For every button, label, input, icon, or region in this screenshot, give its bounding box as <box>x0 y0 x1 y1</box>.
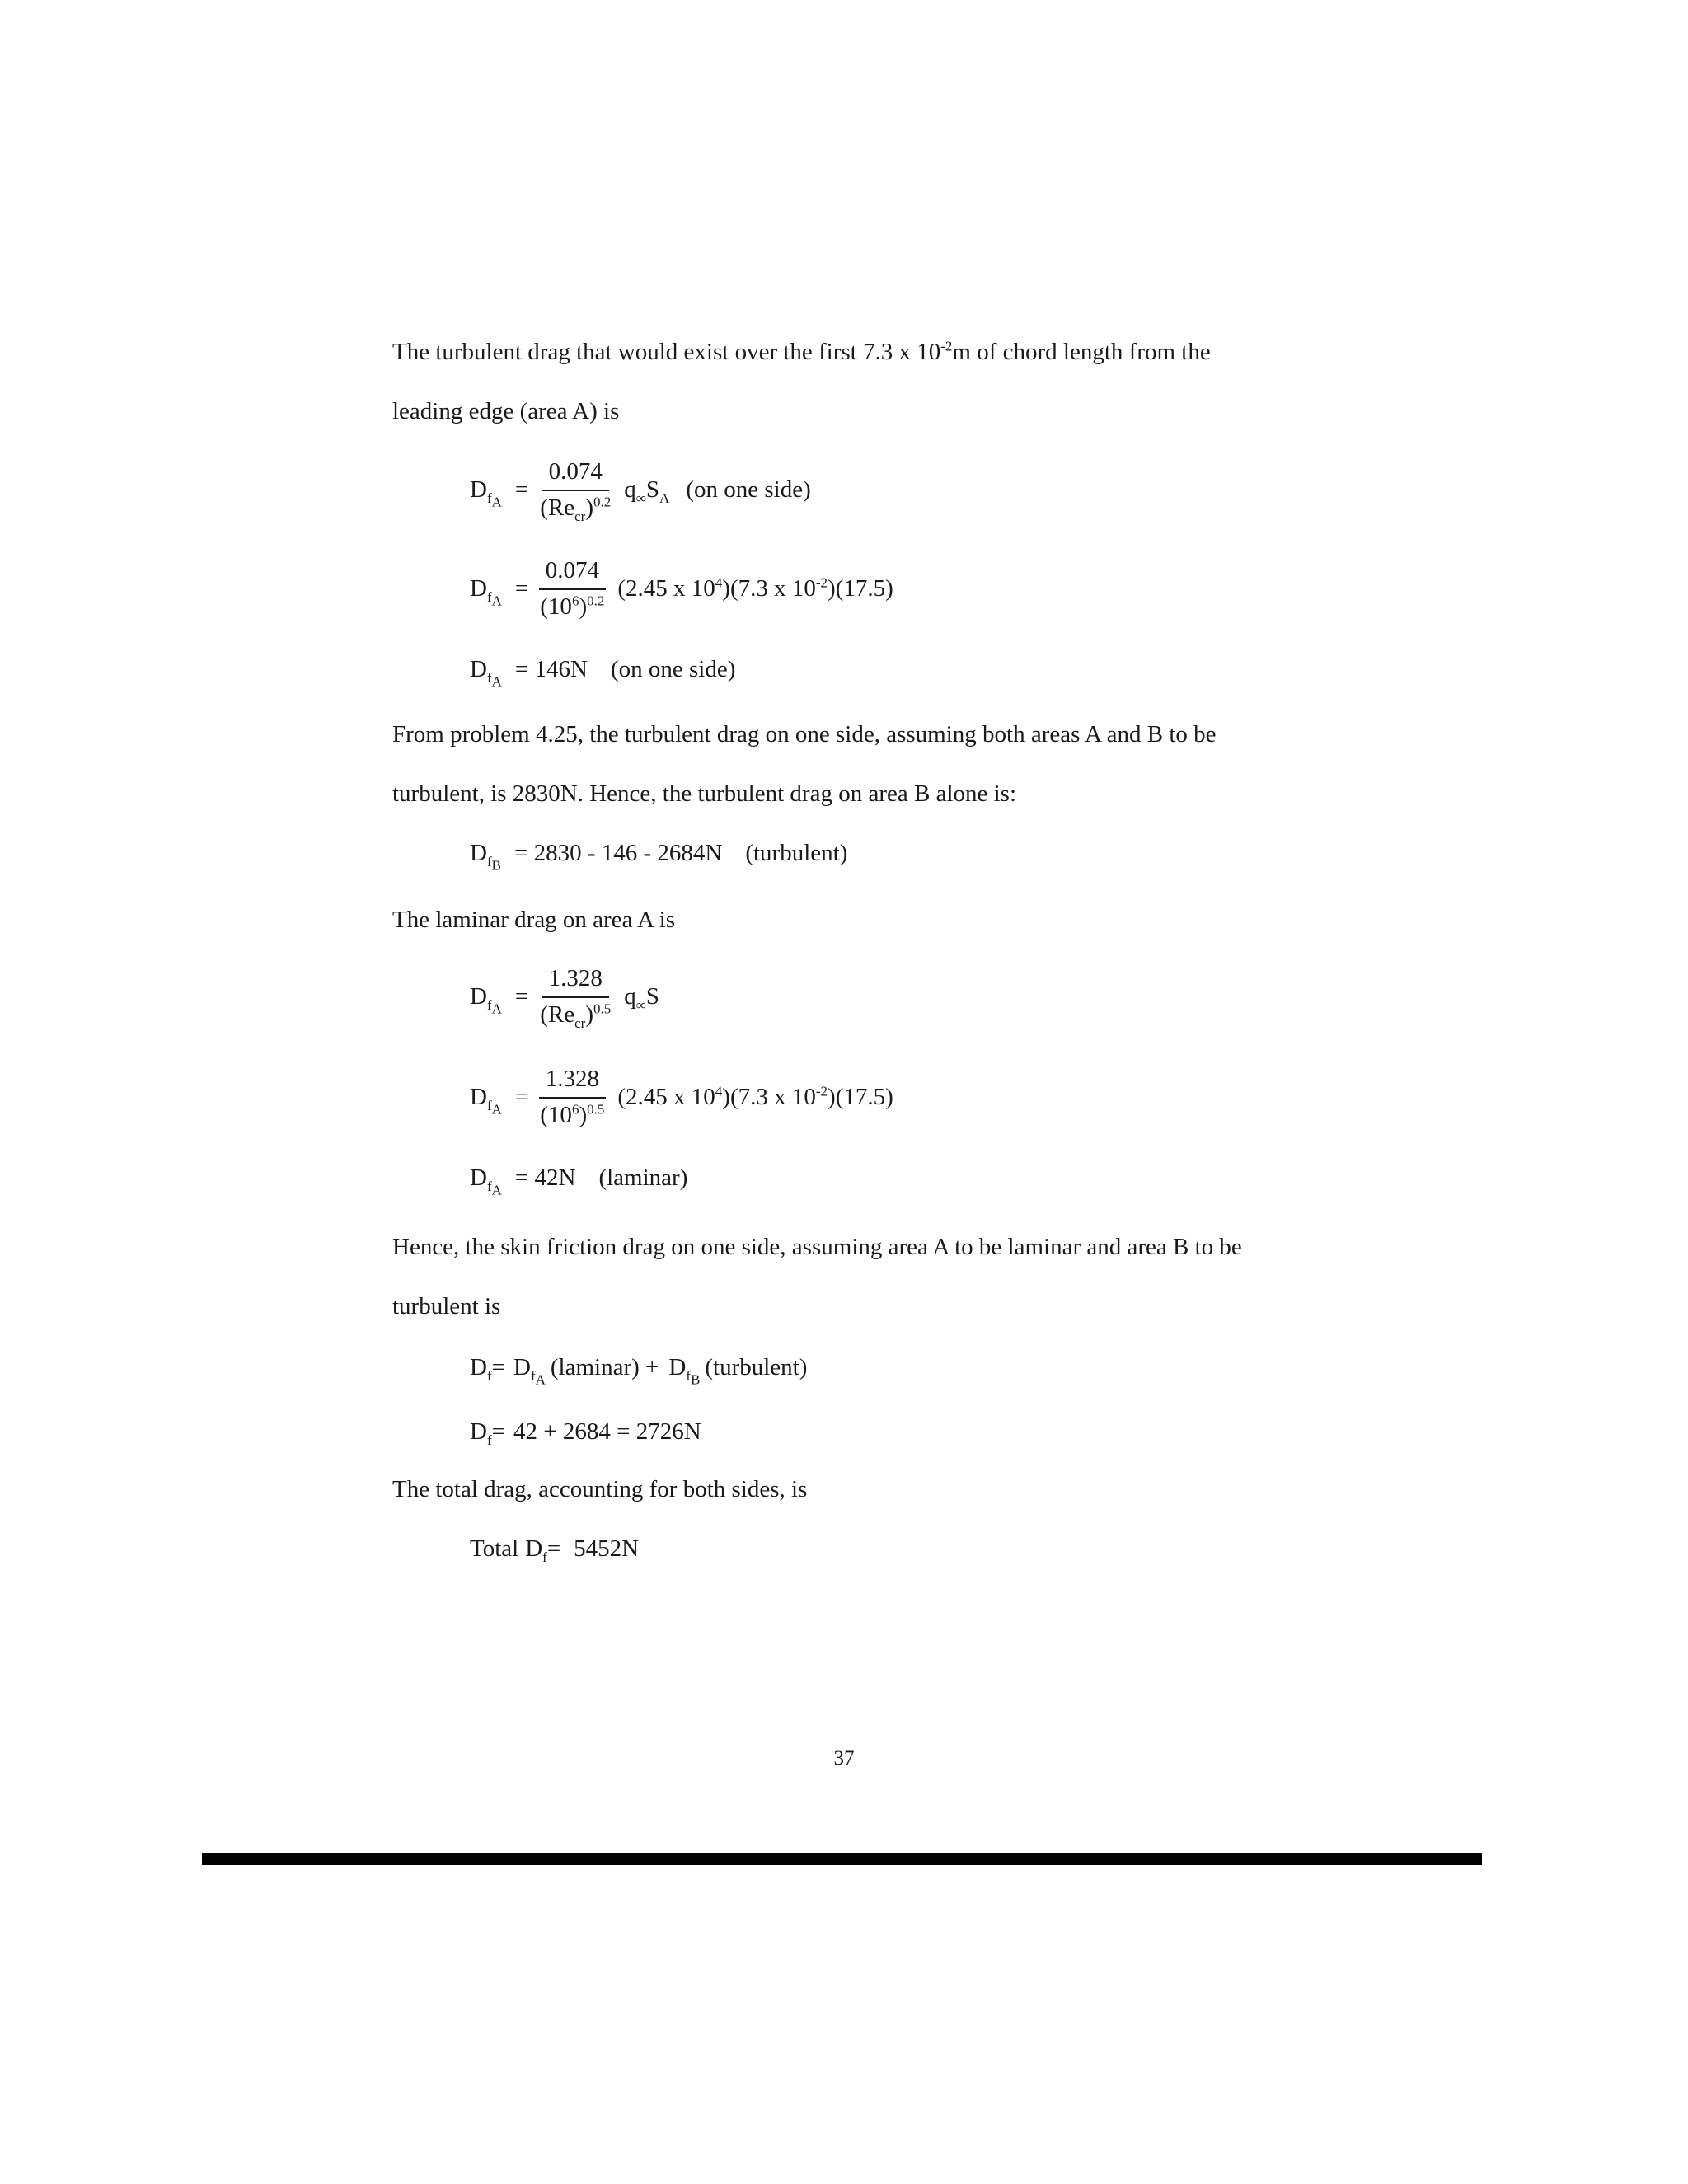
equation-8: $D_f=$ $D_{f_A}$ (laminar) + $D_{f_B}$ (turbulent) <box>470 1354 808 1388</box>
paragraph-problem: From problem 4.25, the turbulent drag on one side, assuming both areas A and B to be <box>392 721 1217 748</box>
paragraph-laminar: The laminar drag on area A is <box>392 907 676 933</box>
equation-9: $D_f=$ 42 + 2684 = 2726N <box>470 1418 701 1448</box>
equation-4: $D_{f_B}$ = 2830 - 146 - 2684N (turbulent) <box>470 840 848 874</box>
paragraph-total: The total drag, accounting for both sides, is <box>392 1476 808 1502</box>
equation-6: $D_{f_A}$ = $\frac{1.328}{(10^6)^{0.5}}$ (2.45 x $10^4)(7.3$ x $10^{-2})(17.5)$ <box>470 1066 893 1128</box>
footer-rule <box>202 1853 1482 1865</box>
paragraph-skin-friction-line2: turbulent is <box>392 1293 501 1319</box>
paragraph-problem-line2: turbulent, is 2830N. Hence, the turbulent drag on area B alone is: <box>392 780 1017 807</box>
equation-7: $D_{f_A}$ = 42N (laminar) <box>470 1165 688 1198</box>
paragraph-skin-friction: Hence, the skin friction drag on one side, assuming area A to be laminar and area B to be <box>392 1234 1242 1260</box>
page-number: 37 <box>833 1747 855 1769</box>
equation-1: $D_{f_A}$ = $\frac{0.074}{(Re_{cr})^{0.2}}$ $q_\infty S_A$ (on one side) <box>470 458 811 524</box>
equation-2: $D_{f_A}$ = $\frac{0.074}{(10^6)^{0.2}}$ (2.45 x $10^4)(7.3$ x $10^{-2})(17.5)$ <box>470 557 893 620</box>
paragraph-intro: The turbulent drag that would exist over the first 7.3 x $10^{-2}m$ of chord length from the <box>392 338 1211 365</box>
equation-5: $D_{f_A}$ = $\frac{1.328}{(Re_{cr})^{0.5}}$ $q_\infty S$ <box>470 965 660 1031</box>
equation-3: $D_{f_A}$ = 146N (on one side) <box>470 656 736 690</box>
equation-10: Total $D_f=$ 5452N <box>470 1535 640 1565</box>
paragraph-intro-line2: leading edge (area A) is <box>392 398 620 424</box>
